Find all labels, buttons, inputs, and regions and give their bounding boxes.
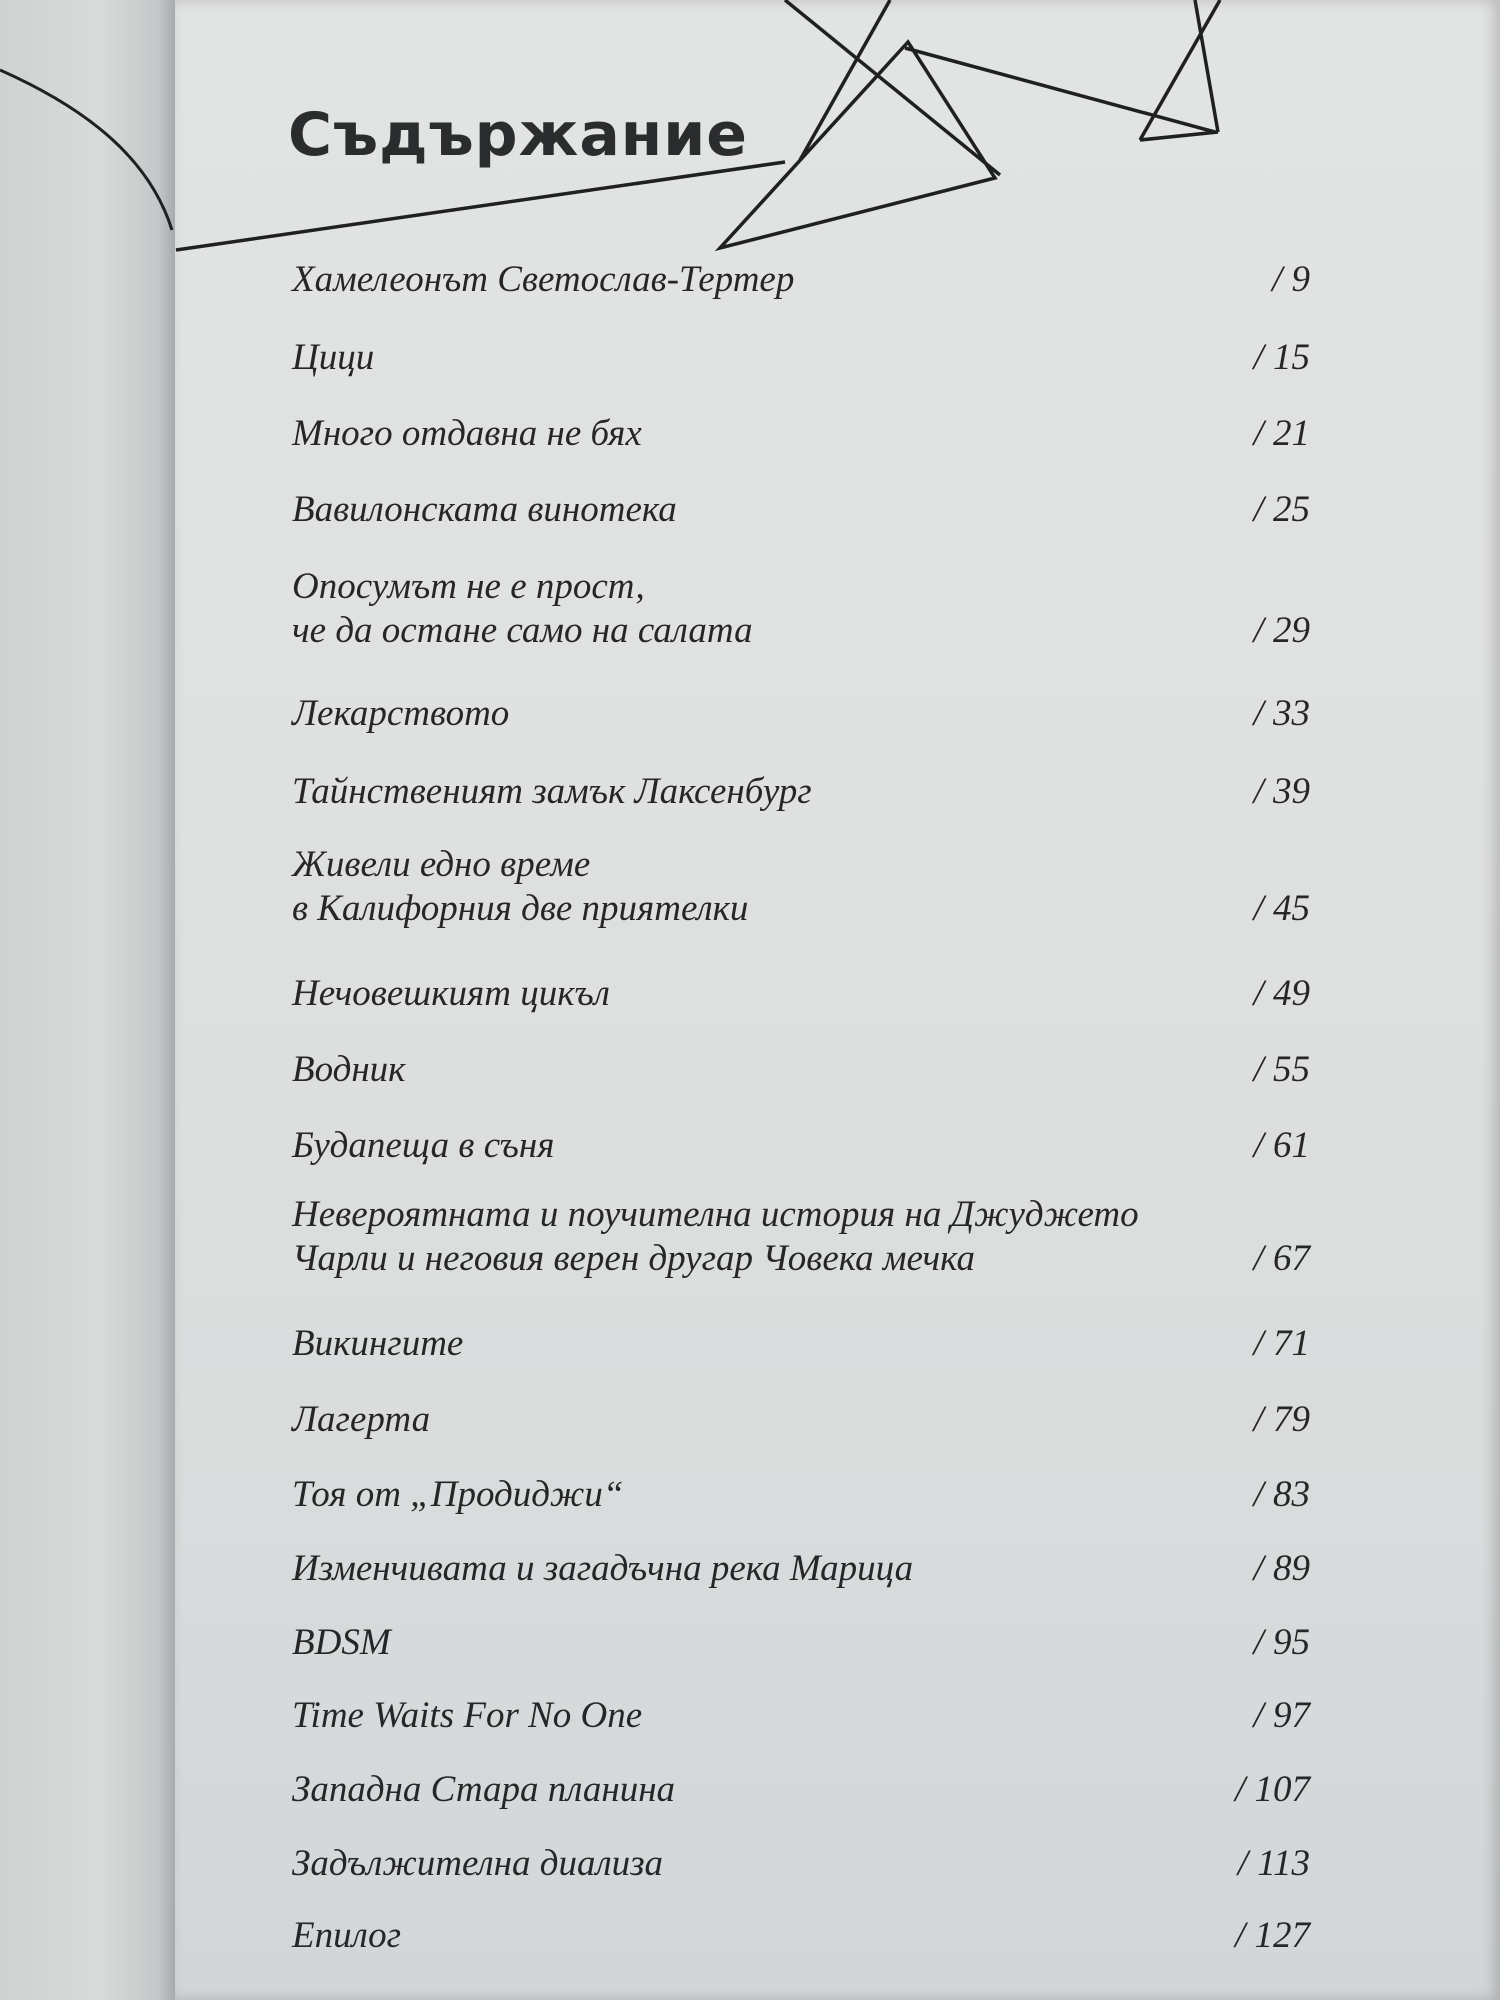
toc-entry: [292, 565, 1310, 653]
toc-page-number: / 29: [1253, 610, 1310, 651]
toc-entry-title: BDSM: [292, 1622, 391, 1663]
toc-entry: [292, 1547, 1310, 1591]
toc-entry-title: Викингите: [292, 1323, 464, 1364]
toc-entry-title: Много отдавна не бях: [292, 413, 642, 454]
toc-entry-title: Time Waits For No One: [292, 1695, 643, 1736]
toc-entry: [292, 1124, 1310, 1168]
toc-entry: [292, 1322, 1310, 1366]
toc-entry: [292, 258, 1310, 302]
toc-entry-title: Епилог: [292, 1915, 402, 1956]
toc-page-number: / 97: [1253, 1695, 1310, 1736]
toc-entry: [292, 770, 1310, 814]
toc-page-number: / 61: [1253, 1125, 1310, 1166]
toc-page-number: / 15: [1253, 337, 1310, 378]
toc-page-number: / 33: [1253, 693, 1310, 734]
toc-page-number: / 55: [1253, 1049, 1310, 1090]
toc-entry-title: Вавилонската винотека: [292, 489, 677, 530]
toc-page-number: / 95: [1253, 1622, 1310, 1663]
toc-entry-title: в Калифорния две приятелки: [292, 888, 749, 929]
toc-entry-title: Цици: [292, 337, 375, 378]
toc-entry: [292, 1048, 1310, 1092]
toc-entry: [292, 1398, 1310, 1442]
toc-entry-title: Задължителна диализа: [292, 1843, 664, 1884]
toc-page-number: / 45: [1253, 888, 1310, 929]
toc-entry: [292, 972, 1310, 1016]
toc-entry-title: че да остане само на салата: [292, 610, 753, 651]
toc-page-number: / 113: [1237, 1843, 1310, 1884]
toc-entry: [292, 1473, 1310, 1517]
toc-entry-title: Тоя от „Продиджи“: [292, 1474, 624, 1515]
toc-page-number: / 127: [1234, 1915, 1310, 1956]
toc-entry-title: Водник: [292, 1049, 406, 1090]
toc-entry: [292, 1914, 1310, 1958]
toc-entry: [292, 1621, 1310, 1665]
toc-page-number: / 49: [1253, 973, 1310, 1014]
toc-entry: [292, 488, 1310, 532]
toc-entry-title: Тайнственият замък Лаксенбург: [292, 771, 812, 812]
toc-entry-title: Живели едно време: [292, 844, 591, 885]
toc-entry-title: Изменчивата и загадъчна река Марица: [292, 1548, 914, 1589]
toc-entry-title: Будапеща в съня: [292, 1125, 555, 1166]
toc-entry: [292, 1842, 1310, 1886]
toc-page-number: / 107: [1234, 1769, 1310, 1810]
toc-entry-title: Опосумът не е прост,: [292, 566, 645, 607]
toc-page-number: / 79: [1253, 1399, 1310, 1440]
toc-entry-title: Западна Стара планина: [292, 1769, 676, 1810]
toc-entry-title: Хамелеонът Светослав-Тертер: [292, 259, 795, 300]
toc-entry-title: Невероятната и поучителна история на Джуджето: [292, 1194, 1139, 1235]
toc-entry: [292, 412, 1310, 456]
toc-entry-title: Чарли и неговия верен другар Човека мечка: [292, 1238, 975, 1279]
toc-entry-title: Лекарството: [292, 693, 510, 734]
toc-entry-title: Нечовешкият цикъл: [292, 973, 610, 1014]
toc-entry: [292, 692, 1310, 736]
toc-entry: [292, 1694, 1310, 1738]
toc-page-number: / 9: [1271, 259, 1310, 300]
toc-entry: [292, 843, 1310, 931]
toc-entry: [292, 336, 1310, 380]
toc-page-number: / 67: [1253, 1238, 1310, 1279]
toc-entry: [292, 1193, 1310, 1281]
toc-page-number: / 39: [1253, 771, 1310, 812]
toc-page-number: / 25: [1253, 489, 1310, 530]
toc-page-number: / 71: [1253, 1323, 1310, 1364]
toc-page-number: / 83: [1253, 1474, 1310, 1515]
toc-page-number: / 89: [1253, 1548, 1310, 1589]
toc-page-number: / 21: [1253, 413, 1310, 454]
page-title: Съдържание: [288, 100, 748, 170]
toc-entry-title: Лагерта: [292, 1399, 431, 1440]
toc-entry: [292, 1768, 1310, 1812]
